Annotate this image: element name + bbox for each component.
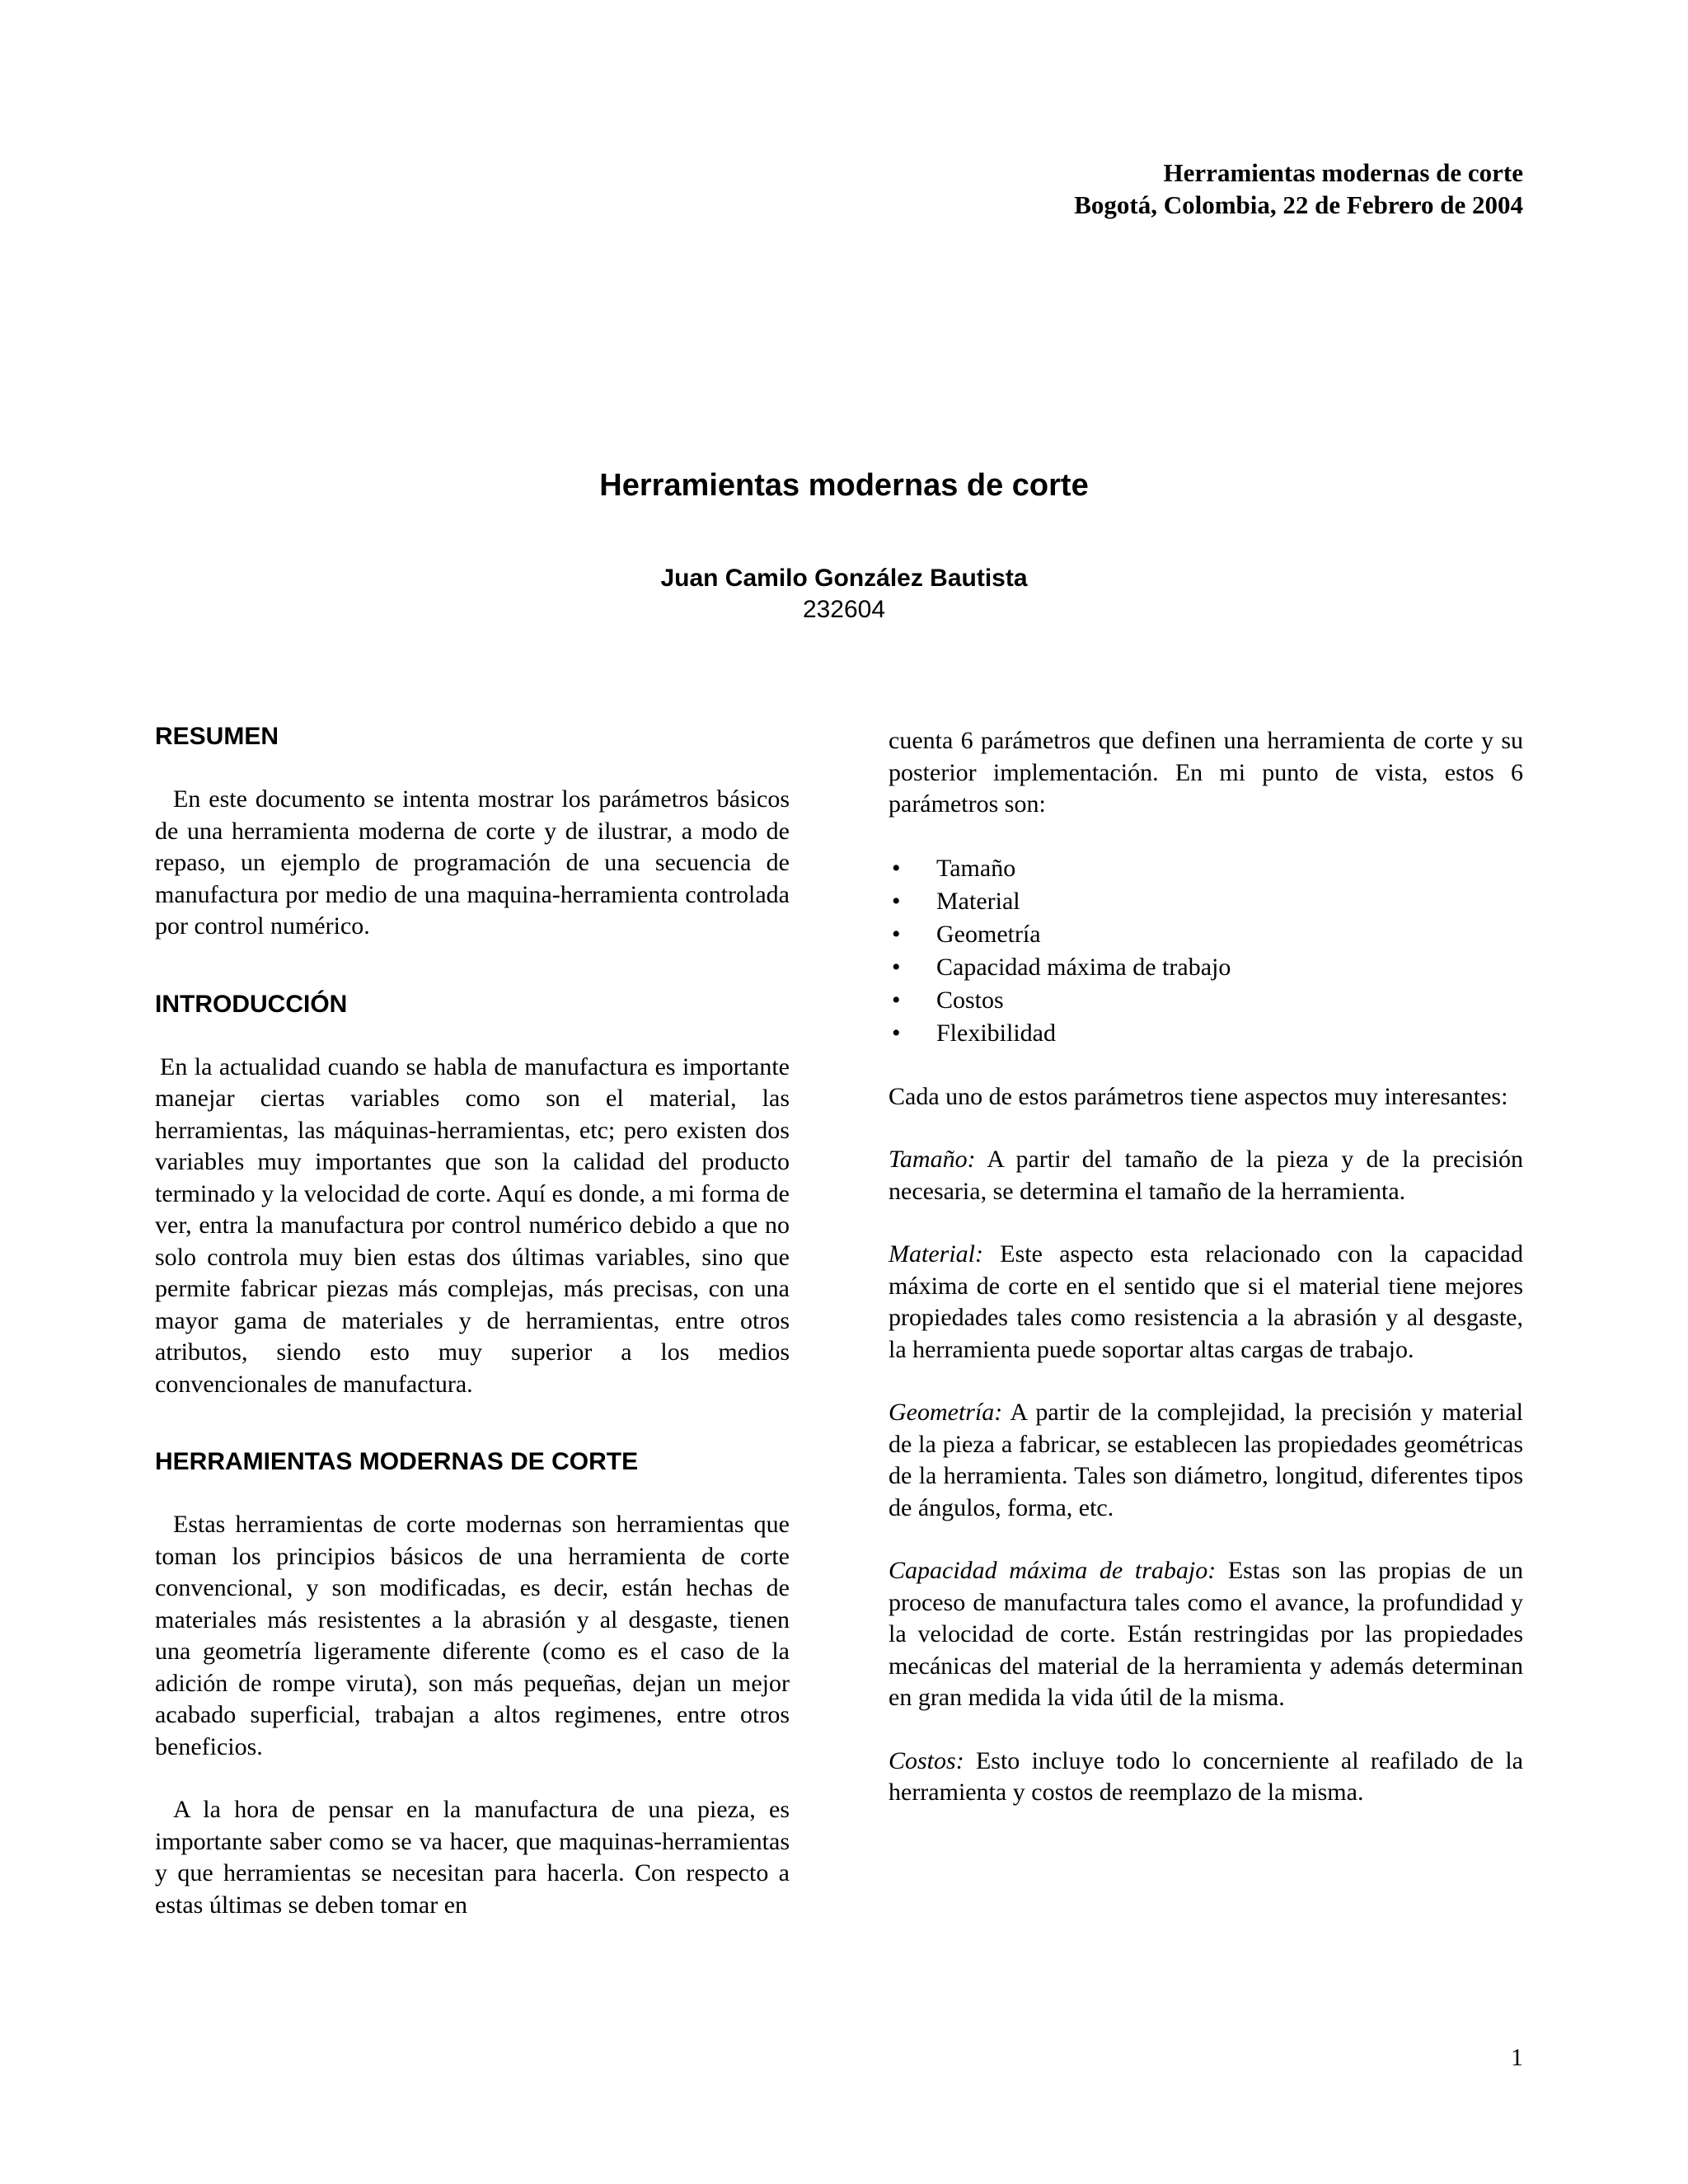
list-item <box>889 951 1523 984</box>
student-id: 232604 <box>802 596 886 623</box>
list-item <box>889 984 1523 1017</box>
bullet-icon: • <box>892 854 901 882</box>
list-item-label: Flexibilidad <box>936 1019 1056 1047</box>
definition-term: Geometría: <box>889 1399 1003 1426</box>
paper-title: Herramientas modernas de corte <box>599 468 1089 503</box>
bullet-icon: • <box>892 920 901 948</box>
definition-term: Tamaño: <box>889 1146 976 1173</box>
list-item-label: Material <box>936 887 1020 915</box>
list-item <box>889 918 1523 951</box>
parameter-list <box>889 852 1523 1050</box>
running-header-title: Herramientas modernas de corte <box>1163 158 1523 187</box>
title-block <box>0 466 1688 626</box>
list-item-label: Capacidad máxima de trabajo <box>936 953 1231 981</box>
tools-heading: HERRAMIENTAS MODERNAS DE CORTE <box>155 1448 639 1475</box>
intro-heading: INTRODUCCIÓN <box>155 990 348 1018</box>
definition-term: Material: <box>889 1240 983 1268</box>
list-item-label: Geometría <box>936 920 1041 948</box>
tools-paragraph-2: A la hora de pensar en la manufactura de una pieza, es importante saber como se va hacer, que maquinas-herramientas y que herramientas se necesitan para hacerla. Con respecto a estas últimas se deben tomar en <box>155 1796 790 1919</box>
definition-term: Costos: <box>889 1746 964 1774</box>
running-header-place-date: Bogotá, Colombia, 22 de Febrero de 2004 <box>1074 190 1523 219</box>
list-item-label: Costos <box>936 986 1004 1014</box>
definition-text: A partir del tamaño de la pieza y de la precisión necesaria, se determina el tamaño de la herramienta. <box>889 1146 1523 1205</box>
list-item <box>889 1017 1523 1050</box>
definition-text: Esto incluye todo lo concerniente al reafilado de la herramienta y costos de reemplazo de la misma. <box>889 1746 1523 1806</box>
definition-text: Estas son las propias de un proceso de manufactura tales como el avance, la profundidad y la velocidad de corte. Están restringidas por las propiedades mecánicas del material de la herramienta y además determinan en gran medida la vida útil de la misma. <box>889 1557 1523 1711</box>
right-column <box>889 725 1523 1840</box>
tools-paragraph-1: Estas herramientas de corte modernas son herramientas que toman los principios básicos de una herramienta de corte convencional, y son modificadas, es decir, están hechas de materiales más resistentes a la abrasión y al desgaste, tienen una geometría ligeramente diferente (como es el caso de la adición de rompe viruta), son más pequeñas, dejan un mejor acabado superficial, trabajan a altos regimenes, entre otros beneficios. <box>155 1511 790 1760</box>
resumen-paragraph: En este documento se intenta mostrar los parámetros básicos de una herramienta moderna de corte y de ilustrar, a modo de repaso, un ejemplo de programación de una secuencia de manufactura por medio de una maquina-herramienta controlada por control numérico. <box>155 785 790 940</box>
aspects-intro-paragraph: Cada uno de estos parámetros tiene aspectos muy interesantes: <box>889 1082 1508 1110</box>
bullet-icon: • <box>892 1019 901 1047</box>
continuation-paragraph: cuenta 6 parámetros que definen una herramienta de corte y su posterior implementación. En mi punto de vista, estos 6 parámetros son: <box>889 727 1523 818</box>
resumen-heading: RESUMEN <box>155 723 279 750</box>
list-item <box>889 852 1523 885</box>
list-item <box>889 885 1523 918</box>
list-item-label: Tamaño <box>936 854 1016 882</box>
bullet-icon: • <box>892 953 901 981</box>
definition-geometry <box>889 1397 1523 1524</box>
bullet-icon: • <box>892 887 901 915</box>
definition-capacity <box>889 1555 1523 1714</box>
page-number: 1 <box>1511 2044 1523 2071</box>
left-column <box>155 721 790 1952</box>
bullet-icon: • <box>892 986 901 1014</box>
definition-text: Este aspecto esta relacionado con la capacidad máxima de corte en el sentido que si el material tiene mejores propiedades tales como resistencia a la abrasión y al desgaste, la herramienta puede soportar altas cargas de trabajo. <box>889 1240 1523 1363</box>
definition-text: A partir de la complejidad, la precisión y material de la pieza a fabricar, se establecen las propiedades geométricas de la herramienta. Tales son diámetro, longitud, diferentes tipos de ángulos, forma, etc. <box>889 1399 1523 1521</box>
definition-material <box>889 1239 1523 1366</box>
author-name: Juan Camilo González Bautista <box>660 565 1028 592</box>
definition-costs <box>889 1746 1523 1809</box>
intro-paragraph: En la actualidad cuando se habla de manufactura es importante manejar ciertas variables como son el material, las herramientas, las máquinas-herramientas, etc; pero existen dos variables muy importantes que son la calidad del producto terminado y la velocidad de corte. Aquí es donde, a mi forma de ver, entra la manufactura por control numérico debido a que no solo controla muy bien estas dos últimas variables, sino que permite fabricar piezas más complejas, más precisas, con una mayor gama de materiales y de herramientas, entre otros atributos, siendo esto muy superior a los medios convencionales de manufactura. <box>155 1052 790 1398</box>
definition-term: Capacidad máxima de trabajo: <box>889 1557 1217 1584</box>
running-header <box>1074 157 1523 221</box>
definition-size <box>889 1144 1523 1207</box>
